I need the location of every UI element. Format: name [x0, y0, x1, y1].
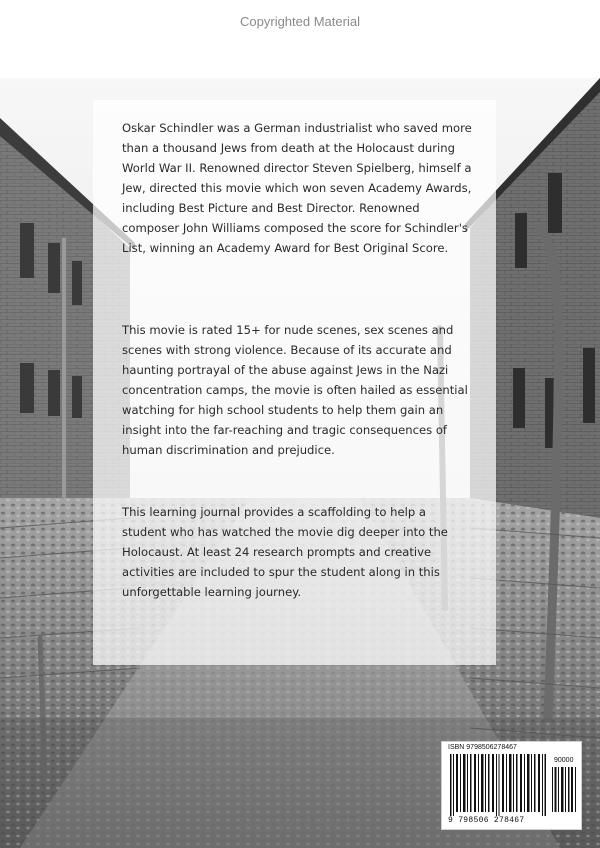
copyright-watermark-bottom: Copyrighted Material — [240, 814, 360, 829]
copyright-watermark-top: Copyrighted Material — [240, 14, 360, 29]
addon-barcode-icon — [552, 767, 578, 812]
barcode-bars-icon — [450, 754, 548, 816]
isbn-label: ISBN 9798506278467 — [448, 744, 517, 751]
blurb-paragraph-1: Oskar Schindler was a German industrialist who saved more than a thousand Jews from death at the Holocaust during World War II. Renowned director Steven Spielberg, himself a Jew, directed this movie which won seven Academy Awards, including Best Picture and Best Director. Renowned composer John Williams composed the score for Schindler's List, winning an Academy Award for Best Original Score. — [122, 121, 472, 255]
blurb-paragraph-3: This learning journal provides a scaffolding to help a student who has watched the movie dig deeper into the Holocaust. At least 24 research prompts and creative activities are included to spur the student along in this unforgettable learning journey. — [122, 505, 448, 599]
price-code: 90000 — [554, 757, 574, 764]
blurb-paragraph-2: This movie is rated 15+ for nude scenes, sex scenes and scenes with strong violence. Because of its accurate and haunting portrayal of the abuse against Jews in the Nazi concentration camps, the movie is often hailed as essential watching for high school students to help them gain an insight into the far-reaching and tragic consequences of human discrimination and prejudice. — [122, 323, 468, 457]
isbn-digits: 9 798506 278467 — [448, 816, 525, 825]
